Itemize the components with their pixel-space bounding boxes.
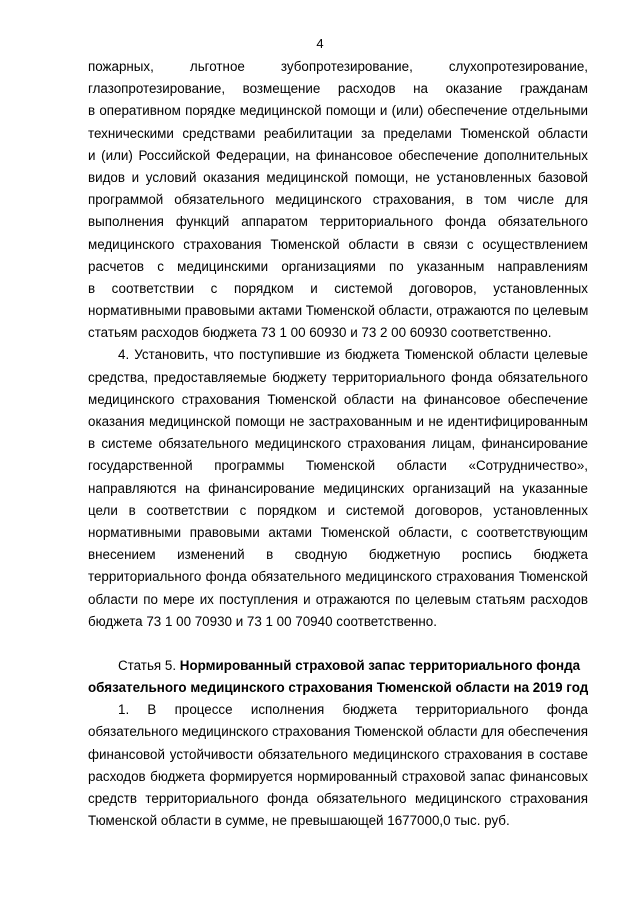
text-line: в соответствии с порядком и системой договоров, установленных: [88, 280, 588, 296]
text-line: направляются на финансирование медицинских организаций на указанные: [88, 480, 588, 496]
text-line: глазопротезирование, возмещение расходов на оказание гражданам: [88, 81, 588, 97]
paragraph-4: [88, 344, 588, 632]
text-line: техническими средствами реабилитации за пределами Тюменской области: [88, 125, 588, 141]
text-line: медицинского страхования Тюменской области на финансовое обеспечение: [88, 391, 588, 407]
text-line: нормативными правовыми актами Тюменской области, отражаются по целевым: [88, 303, 589, 319]
article-5-heading: [88, 655, 588, 699]
paragraph-continuation: [88, 56, 588, 344]
text-line: 4. Установить, что поступившие из бюджета Тюменской области целевые: [118, 347, 588, 363]
text-line: в системе обязательного медицинского страхования лицам, финансирование: [88, 436, 588, 452]
text-line: расчетов с медицинскими организациями по указанным направлениям: [88, 258, 588, 274]
article-title: Нормированный страховой запас территориального фонда: [179, 657, 581, 673]
text-line: бюджета 73 1 00 70930 и 73 1 00 70940 соответственно.: [88, 613, 437, 629]
text-line: Тюменской области в сумме, не превышающей 1677000,0 тыс. руб.: [88, 813, 510, 829]
text-line: средств территориального фонда обязательного медицинского страхования: [88, 791, 588, 806]
text-line: обязательного медицинского страхования Тюменской области для обеспечения: [88, 724, 588, 740]
text-line: и (или) Российской Федерации, на финансовое обеспечение дополнительных: [88, 147, 588, 163]
text-line: средства, предоставляемые бюджету территориального фонда обязательного: [88, 369, 588, 385]
text-line: в оперативном порядке медицинской помощи и (или) обеспечение отдельными: [88, 103, 588, 119]
text-line: программой обязательного медицинского страхования, в том числе для: [88, 192, 588, 208]
text-line: области по мере их поступления и отражаются по целевым статьям расходов: [88, 591, 588, 607]
article-label: Статья 5.: [118, 657, 180, 673]
document-body: [88, 56, 588, 832]
paragraph-5-1: [88, 699, 588, 832]
text-line: цели в соответствии с порядком и системой договоров, установленных: [88, 502, 588, 518]
text-line: выполнения функций аппаратом территориального фонда обязательного: [88, 214, 588, 230]
text-line: оказания медицинской помощи не застрахованным и не идентифицированным: [88, 414, 588, 429]
page-number: 4: [316, 36, 324, 51]
text-line: государственной программы Тюменской области «Сотрудничество»,: [88, 458, 588, 474]
text-line: пожарных, льготное зубопротезирование, слухопротезирование,: [88, 59, 588, 74]
text-line: внесением изменений в сводную бюджетную роспись бюджета: [88, 547, 588, 563]
text-line: медицинского страхования Тюменской области в связи с осуществлением: [88, 236, 588, 252]
text-line: 1. В процессе исполнения бюджета территориального фонда: [118, 702, 588, 718]
text-line: видов и условий оказания медицинской помощи, не установленных базовой: [88, 169, 588, 185]
text-line: финансовой устойчивости обязательного медицинского страхования в составе: [88, 746, 588, 762]
text-line: статьям расходов бюджета 73 1 00 60930 и 73 2 00 60930 соответственно.: [88, 325, 552, 341]
text-line: расходов бюджета формируется нормированный страховой запас финансовых: [88, 768, 588, 784]
text-line: территориального фонда обязательного медицинского страхования Тюменской: [88, 569, 588, 585]
article-title-continuation: обязательного медицинского страхования Тюменской области на 2019 год: [88, 680, 589, 696]
text-line: нормативными правовыми актами Тюменской области, с соответствующим: [88, 524, 588, 540]
article-heading-line: [88, 655, 588, 677]
spacer: [88, 633, 588, 655]
